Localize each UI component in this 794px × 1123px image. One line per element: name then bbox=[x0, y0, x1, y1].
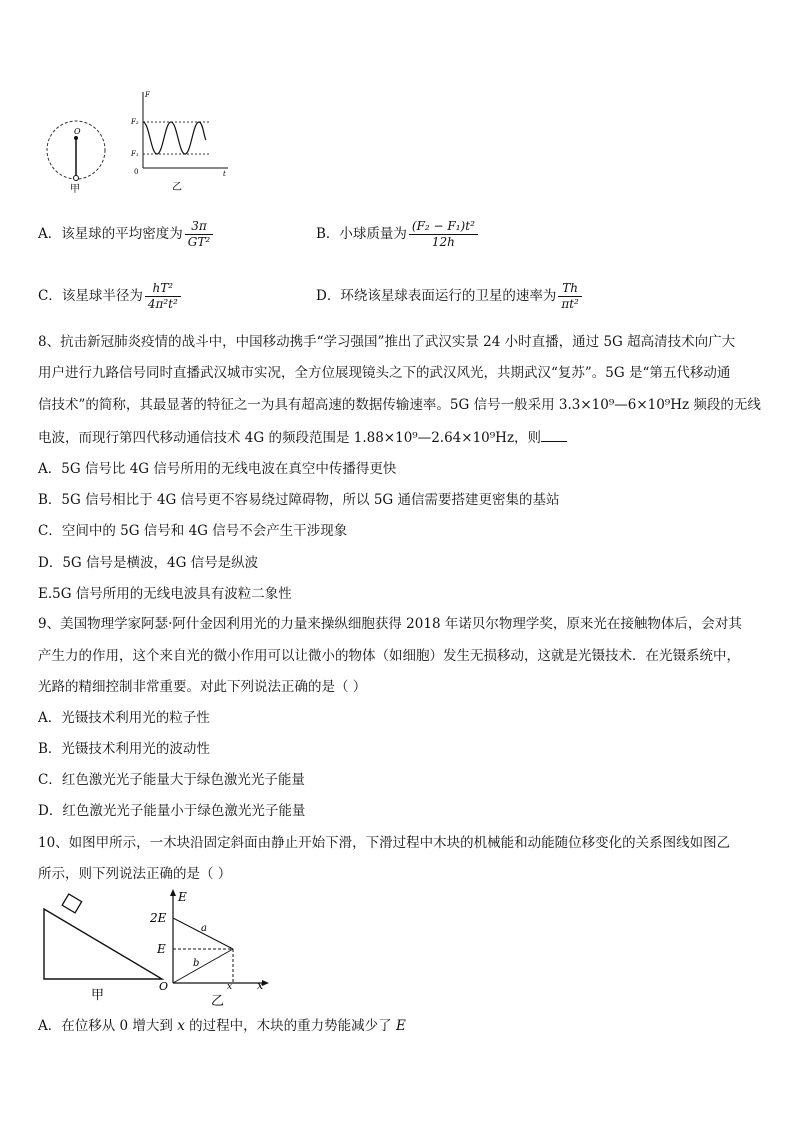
q7-option-d-fraction bbox=[558, 281, 582, 312]
tick-e-label: E bbox=[157, 942, 166, 956]
q7-option-a bbox=[38, 219, 213, 250]
q10-option-a-end: E bbox=[395, 1018, 406, 1034]
t-axis-label: t bbox=[223, 170, 226, 178]
q7-option-b-text: B．小球质量为 bbox=[316, 226, 407, 242]
e-axis-label: E bbox=[178, 890, 187, 904]
answer-blank bbox=[541, 427, 567, 442]
figure-jia-circle bbox=[40, 100, 120, 195]
q9-option-d: D．红色激光光子能量小于绿色激光光子能量 bbox=[38, 803, 306, 819]
figure-yi-force-graph bbox=[128, 88, 238, 196]
q8-option-e: E.5G 信号所用的无线电波具有波粒二象性 bbox=[38, 586, 292, 602]
q10-option-a-prefix: A．在位移从 0 增大到 bbox=[38, 1018, 173, 1034]
q7-option-c bbox=[38, 281, 181, 312]
q7-option-d bbox=[316, 281, 582, 312]
q9-option-a: A．光镊技术利用光的粒子性 bbox=[38, 710, 210, 726]
q7-option-b bbox=[316, 219, 478, 250]
q9-stem-line-1: 9、美国物理学家阿瑟·阿什金因利用光的力量来操纵细胞获得 2018 年诺贝尔物理学奖，原来光在接触物体后，会对其 bbox=[38, 616, 742, 632]
q7-option-b-fraction bbox=[409, 219, 478, 250]
q8-option-a: A．5G 信号比 4G 信号所用的无线电波在真空中传播得更快 bbox=[38, 461, 397, 477]
q7-option-c-fraction bbox=[145, 281, 181, 312]
q7-b-denominator: 12h bbox=[409, 234, 478, 250]
tick-x-label: x bbox=[227, 982, 233, 992]
origin-label: O bbox=[159, 980, 169, 993]
f2-tick-label: F₂ bbox=[131, 118, 139, 126]
q8-stem-line-1: 8、抗击新冠肺炎疫情的战斗中，中国移动携手“学习强国”推出了武汉实景 24 小时直播，通过 5G 超高清技术向广大 bbox=[38, 334, 736, 350]
q7-a-numerator: 3π bbox=[191, 219, 207, 233]
q7-option-a-fraction bbox=[185, 219, 213, 250]
figure-jia-label: 甲 bbox=[91, 988, 105, 1003]
q8-option-c: C．空间中的 5G 信号和 4G 信号不会产生干涉现象 bbox=[38, 523, 348, 539]
q10-option-a-mid: 的过程中，木块的重力势能减少了 bbox=[189, 1018, 392, 1034]
q8-stem-line-4-text: 电波，而现行第四代移动通信技术 4G 的频段范围是 1.88×10⁹—2.64×10⁹Hz，则 bbox=[38, 430, 542, 446]
q7-c-denominator: 4π²t² bbox=[145, 296, 181, 312]
wooden-block bbox=[62, 894, 82, 913]
q8-option-b: B．5G 信号相比于 4G 信号更不容易绕过障碍物，所以 5G 通信需要搭建更密集的基站 bbox=[38, 492, 560, 508]
origin-label: 0 bbox=[134, 168, 139, 176]
line-b bbox=[173, 949, 233, 983]
q9-stem-line-2: 产生力的作用，这个来自光的微小作用可以让微小的物体（如细胞）发生无损移动，这就是光镊技术．在光镊系统中， bbox=[38, 648, 740, 664]
q7-a-denominator: GT² bbox=[185, 234, 213, 250]
q9-option-b: B．光镊技术利用光的波动性 bbox=[38, 741, 210, 757]
q7-option-c-text: C．该星球半径为 bbox=[38, 288, 143, 304]
q8-stem-line-2: 用户进行九路信号同时直播武汉城市实况，全方位展现镜头之下的武汉风光，共期武汉“复苏”。5G 是“第五代移动通 bbox=[38, 365, 731, 381]
line-a-label: a bbox=[201, 923, 207, 934]
q7-c-numerator: hT² bbox=[152, 281, 174, 295]
point-o-label: O bbox=[74, 127, 81, 136]
pivot-point bbox=[74, 136, 78, 140]
q9-stem-line-3: 光路的精细控制非常重要。对此下列说法正确的是（ ） bbox=[38, 679, 367, 695]
force-wave-curve bbox=[143, 122, 206, 154]
f1-tick-label: F₁ bbox=[131, 150, 139, 158]
q7-d-numerator: Th bbox=[562, 281, 578, 295]
q10-stem-line-2: 所示，则下列说法正确的是（ ） bbox=[38, 866, 232, 882]
figure-yi-label: 乙 bbox=[211, 994, 225, 1009]
x-axis-label: x bbox=[257, 979, 264, 992]
q8-stem-line-4 bbox=[38, 427, 567, 448]
f-axis-label: F bbox=[145, 91, 150, 99]
q10-stem-line-1: 10、如图甲所示，一木块沿固定斜面由静止开始下滑，下滑过程中木块的机械能和动能随位移变化的关系图线如图乙 bbox=[38, 835, 731, 851]
q9-option-c: C．红色激光光子能量大于绿色激光光子能量 bbox=[38, 772, 305, 788]
ball bbox=[74, 176, 79, 181]
q8-option-d: D．5G 信号是横波，4G 信号是纵波 bbox=[38, 555, 259, 571]
q7-d-denominator: πt² bbox=[558, 296, 582, 312]
figure-yi-label: 乙 bbox=[172, 182, 182, 193]
q7-option-d-text: D．环绕该星球表面运行的卫星的速率为 bbox=[316, 288, 557, 304]
q8-stem-line-3: 信技术”的简称，其最显著的特征之一为具有超高速的数据传输速率。5G 信号一般采用 3.3×10⁹—6×10⁹Hz 频段的无线 bbox=[38, 397, 761, 413]
figure-jia-label: 甲 bbox=[70, 184, 80, 195]
q7-b-numerator: (F₂ − F₁)t² bbox=[411, 219, 475, 233]
q10-option-a-var: x bbox=[177, 1018, 185, 1034]
figure-yi-energy-graph bbox=[145, 887, 275, 1009]
tick-2e-label: 2E bbox=[150, 911, 167, 925]
line-b-label: b bbox=[193, 958, 200, 969]
q7-option-a-text: A．该星球的平均密度为 bbox=[38, 226, 183, 242]
e-axis-arrow bbox=[170, 889, 176, 896]
q10-option-a bbox=[38, 1016, 406, 1036]
